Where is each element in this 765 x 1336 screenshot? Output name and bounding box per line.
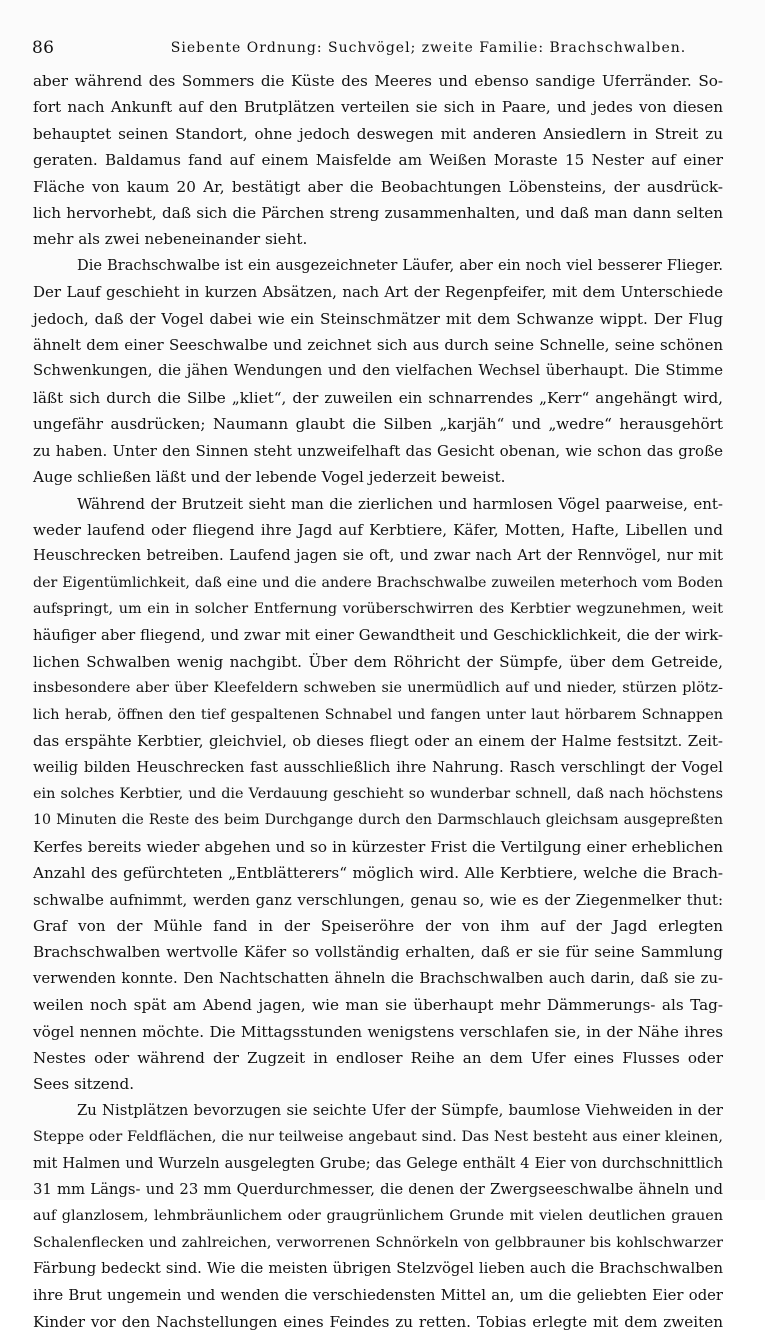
text-line: Fläche von kaum 20 Ar, bestätigt aber die Beobachtungen Löbensteins, der ausdrück- xyxy=(33,177,723,196)
text-line: mit Halmen und Wurzeln ausgelegten Grube; das Gelege enthält 4 Eier von durchschnittlich xyxy=(33,1154,723,1172)
text-line: vögel nennen möchte. Die Mittagsstunden wenigstens verschlafen sie, in der Nähe ihres xyxy=(33,1022,723,1041)
text-line: Kerfes bereits wieder abgehen und so in kürzester Frist die Vertilgung einer erheblichen xyxy=(33,837,723,856)
text-line: lich hervorhebt, daß sich die Pärchen streng zusammenhalten, und daß man dann selten xyxy=(33,204,723,223)
text-line: der Eigentümlichkeit, daß eine und die andere Brachschwalbe zuweilen meterhoch vom Boden xyxy=(33,574,723,591)
text-line: zu haben. Unter den Sinnen steht unzweifelhaft das Gesicht obenan, wie schon das große xyxy=(33,441,723,460)
text-line: Auge schließen läßt und der lebende Vogel jederzeit beweist. xyxy=(33,468,506,487)
text-line: Schalenflecken und zahlreichen, verworrenen Schnörkeln von gelbbrauner bis kohlschwarzer xyxy=(33,1234,723,1251)
text-line: ein solches Kerbtier, und die Verdauung geschieht so wunderbar schnell, daß nach höchstens xyxy=(33,785,723,802)
text-line: Anzahl des gefürchteten „Entblätterers“ möglich wird. Alle Kerbtiere, welche die Brach- xyxy=(33,864,723,883)
text-line: Zu Nistplätzen bevorzugen sie seichte Ufer der Sümpfe, baumlose Viehweiden in der xyxy=(77,1101,723,1119)
text-line: Färbung bedeckt sind. Wie die meisten übrigen Stelzvögel lieben auch die Brachschwalben xyxy=(33,1260,723,1278)
text-line: weilen noch spät am Abend jagen, wie man sie überhaupt mehr Dämmerungs- als Tag- xyxy=(33,996,723,1015)
text-line: lich herab, öffnen den tief gespaltenen Schnabel und fangen unter laut hörbarem Schnappen xyxy=(33,706,723,723)
text-line: mehr als zwei nebeneinander sieht. xyxy=(33,230,308,249)
text-line: ähnelt dem einer Seeschwalbe und zeichnet sich aus durch seine Schnelle, seine schönen xyxy=(33,336,723,355)
running-head: Siebente Ordnung: Suchvögel; zweite Familie: Brachschwalben. xyxy=(170,40,687,56)
paragraph xyxy=(33,68,723,253)
text-line: häufiger aber fliegend, und zwar mit einer Gewandtheit und Geschicklichkeit, die der wirk- xyxy=(33,626,723,644)
text-line: Die Brachschwalbe ist ein ausgezeichneter Läufer, aber ein noch viel besserer Flieger. xyxy=(77,256,723,274)
text-line: weder laufend oder fliegend ihre Jagd auf Kerbtiere, Käfer, Motten, Hafte, Libellen und xyxy=(33,520,723,539)
paragraph xyxy=(33,1098,723,1336)
text-line: das erspähte Kerbtier, gleichviel, ob dieses fliegt oder an einem der Halme festsitzt. Zeit- xyxy=(33,732,723,751)
text-line: auf glanzlosem, lehmbräunlichem oder graugrünlichem Grunde mit vielen deutlichen grauen xyxy=(33,1208,723,1225)
text-line: läßt sich durch die Silbe „kliet“, der zuweilen ein schnarrendes „Kerr“ angehängt wird, xyxy=(33,388,723,407)
text-line: 31 mm Längs- und 23 mm Querdurchmesser, die denen der Zwergseeschwalbe ähneln und xyxy=(33,1181,723,1199)
text-line: Steppe oder Feldflächen, die nur teilweise angebaut sind. Das Nest besteht aus einer kleinen, xyxy=(33,1129,723,1146)
paragraph xyxy=(33,491,723,1098)
text-line: aufspringt, um ein in solcher Entfernung vorüberschwirren des Kerbtier wegzunehmen, weit xyxy=(33,601,723,618)
text-line: Während der Brutzeit sieht man die zierlichen und harmlosen Vögel paarweise, ent- xyxy=(77,494,723,513)
text-line: weilig bilden Heuschrecken fast ausschließlich ihre Nahrung. Rasch verschlingt der Vogel xyxy=(33,758,723,776)
page-number: 86 xyxy=(32,38,55,58)
text-line: 10 Minuten die Reste des beim Durchgange durch den Darmschlauch gleichsam ausgepreßten xyxy=(33,812,723,829)
text-line: ungefähr ausdrücken; Naumann glaubt die Silben „karjäh“ und „wedre“ herausgehört xyxy=(33,415,723,434)
text-line: Sees sitzend. xyxy=(33,1075,135,1094)
text-line: Schwenkungen, die jähen Wendungen und den vielfachen Wechsel überhaupt. Die Stimme xyxy=(33,362,723,380)
text-line: lichen Schwalben wenig nachgibt. Über dem Röhricht der Sümpfe, über dem Getreide, xyxy=(33,652,723,671)
text-line: insbesondere aber über Kleefeldern schweben sie unermüdlich auf und nieder, stürzen plötz- xyxy=(33,680,723,697)
text-line: verwenden konnte. Den Nachtschatten ähneln die Brachschwalben auch darin, daß sie zu- xyxy=(33,969,723,987)
text-line: Nestes oder während der Zugzeit in endloser Reihe an dem Ufer eines Flusses oder xyxy=(33,1049,723,1068)
text-line: Der Lauf geschieht in kurzen Absätzen, nach Art der Regenpfeifer, mit dem Unterschiede xyxy=(33,283,723,302)
text-line: ihre Brut ungemein und wenden die verschiedensten Mittel an, um die geliebten Eier oder xyxy=(33,1286,723,1304)
text-line: aber während des Sommers die Küste des Meeres und ebenso sandige Uferränder. So- xyxy=(33,72,723,90)
text-line: jedoch, daß der Vogel dabei wie ein Steinschmätzer mit dem Schwanze wippt. Der Flug xyxy=(33,309,723,328)
text-line: Kinder vor den Nachstellungen eines Feindes zu retten. Tobias erlegte mit dem zweiten xyxy=(33,1313,723,1332)
text-line: Brachschwalben wertvolle Käfer so vollständig erhalten, daß er sie für seine Sammlung xyxy=(33,943,723,962)
paragraph xyxy=(33,253,723,491)
text-line: Heuschrecken betreiben. Laufend jagen sie oft, und zwar nach Art der Rennvögel, nur mit xyxy=(33,547,723,565)
text-line: behauptet seinen Standort, ohne jedoch deswegen mit anderen Ansiedlern in Streit zu xyxy=(33,124,723,143)
text-line: schwalbe aufnimmt, werden ganz verschlungen, genau so, wie es der Ziegenmelker thut: xyxy=(33,890,723,909)
body-text xyxy=(33,68,723,1336)
page-header xyxy=(32,38,725,62)
text-line: fort nach Ankunft auf den Brutplätzen verteilen sie sich in Paare, und jedes von diesen xyxy=(33,98,723,117)
text-line: geraten. Baldamus fand auf einem Maisfelde am Weißen Moraste 15 Nester auf einer xyxy=(33,151,723,170)
text-line: Graf von der Mühle fand in der Speiseröhre der von ihm auf der Jagd erlegten xyxy=(33,917,723,935)
